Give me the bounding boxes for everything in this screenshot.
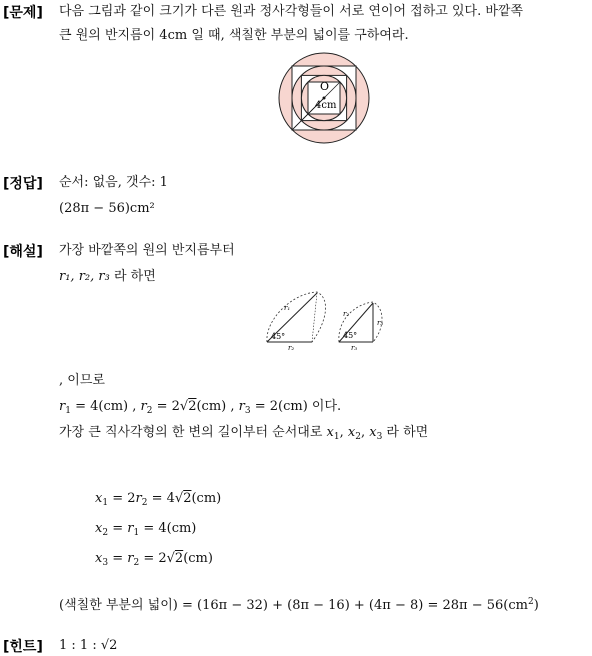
radius-label: 4cm	[315, 100, 337, 111]
radius-variables: r₁, r₂, r₃	[59, 269, 110, 284]
fig2-angle-label: 45°	[343, 331, 358, 340]
hint-value: 1 : 1 : √2	[59, 638, 118, 653]
solution-label: [해설]	[3, 244, 43, 260]
problem-figure	[277, 52, 371, 144]
area-equation: (색칠한 부분의 넓이) = $(16\pi - 32) + (8\pi - 16) + (4\pi - 8) = 28\pi - 56(cm^2)$	[59, 597, 539, 613]
hint-label: [힌트]	[3, 639, 43, 655]
fig1-leg-label: r₂	[288, 344, 295, 352]
solution-line-5: 가장 큰 직사각형의 한 변의 길이부터 순서대로 $x_1$, $x_2$, $x_3$ 라 하면	[59, 425, 429, 442]
fig1-angle-label: 45°	[271, 332, 286, 341]
fig2-hyp-label: r₂	[343, 310, 350, 318]
problem-text-line-1: 다음 그림과 같이 크기가 다른 원과 정사각형들이 서로 연이어 접하고 있다. 바깥쪽	[59, 4, 524, 19]
fig2-leg-label: r₃	[351, 344, 358, 352]
equation-x2: $x_2 = r_1 = 4(cm)$	[95, 521, 197, 538]
problem-text-line-2: 큰 원의 반지름이 4cm 일 때, 색칠한 부분의 넓이를 구하여라.	[59, 28, 409, 43]
solution-figure-1	[262, 290, 332, 352]
solution-line-3: , 이므로	[59, 373, 105, 388]
equation-x1: $x_1 = 2r_2 = 4√2(cm)$	[95, 491, 222, 508]
answer-label: [정답]	[3, 176, 43, 192]
problem-label: [문제]	[3, 5, 43, 21]
solution-line-1: 가장 바깥쪽의 원의 반지름부터	[59, 243, 235, 258]
equation-x3: $x_3 = r_2 = 2√2(cm)$	[95, 551, 213, 568]
answer-meta: 순서: 없음, 갯수: 1	[59, 175, 168, 190]
solution-line-2: r₁, r₂, r₃ 라 하면	[59, 269, 156, 284]
fig2-side-label: r₃	[377, 319, 384, 327]
fig1-hyp-label: r₁	[284, 304, 291, 312]
answer-value: (28π − 56)cm²	[59, 201, 155, 216]
solution-figure-2	[335, 298, 390, 352]
solution-line-4: $r_1 = 4(cm)$ , $r_2 = 2√2(cm)$ , $r_3 = 2(cm)$ 이다.	[59, 399, 342, 416]
center-label: O	[320, 80, 330, 93]
